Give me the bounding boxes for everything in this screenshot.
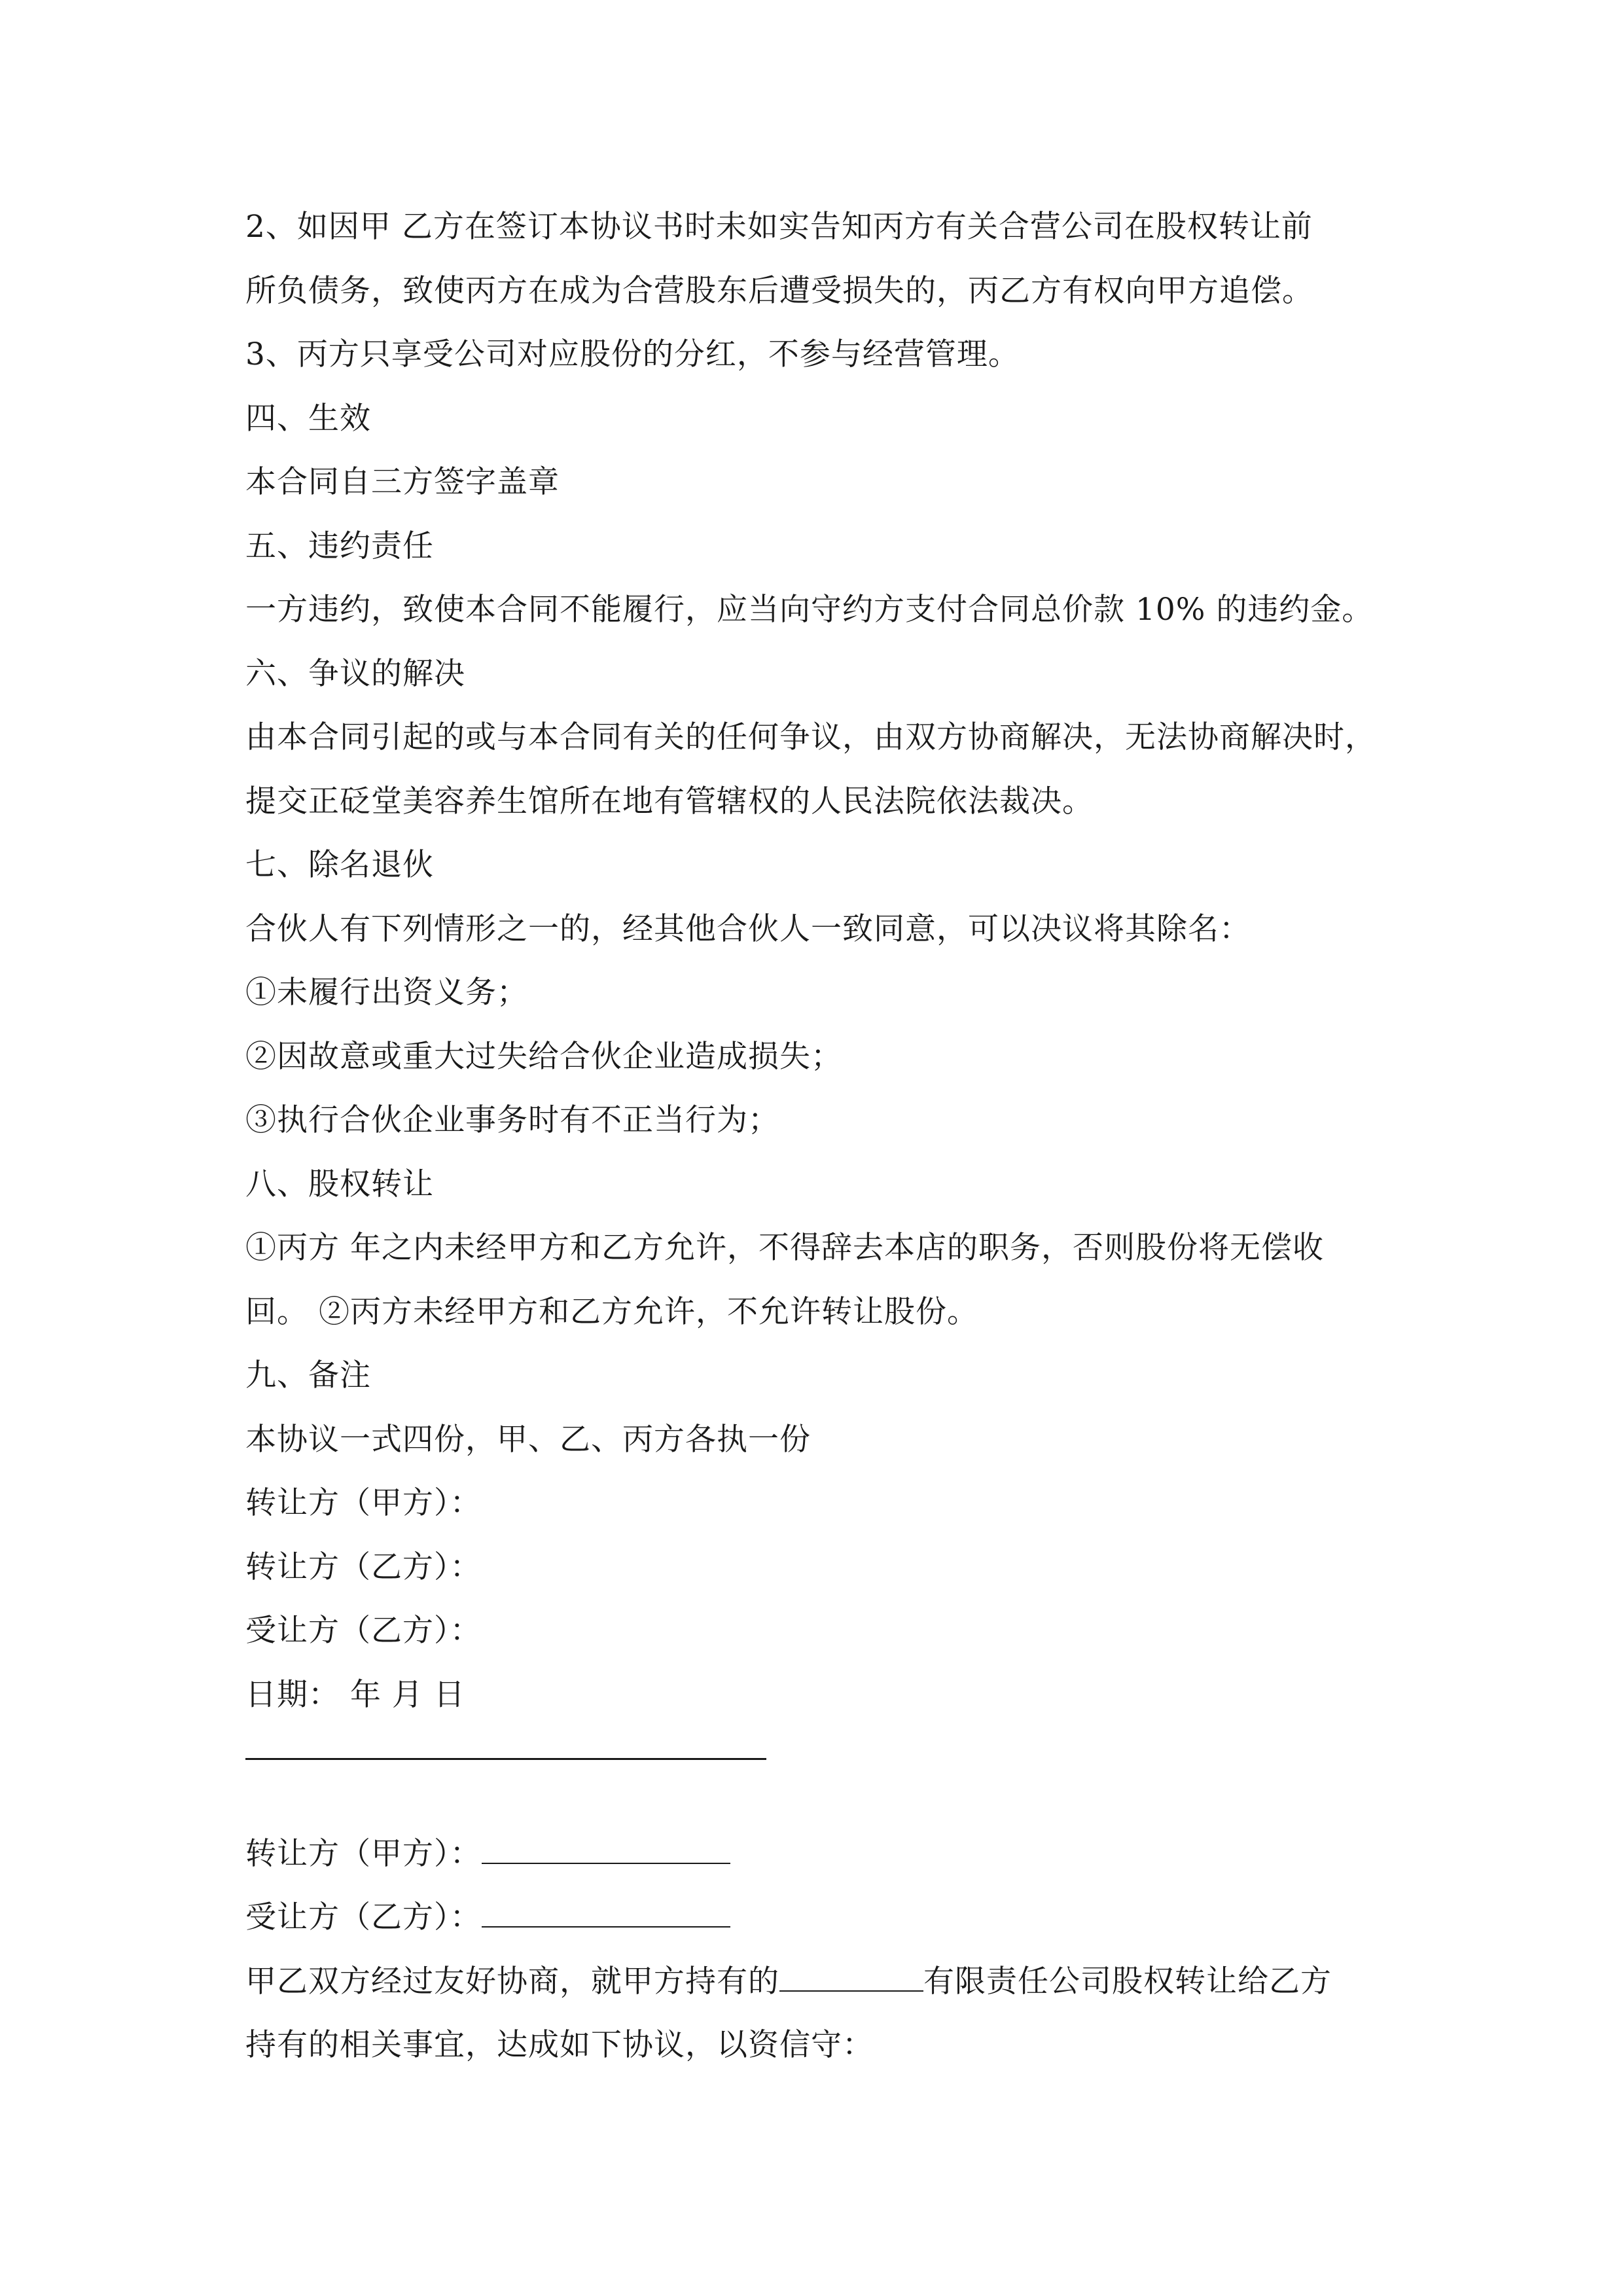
- section-heading-notes: 九、备注: [245, 1357, 371, 1393]
- section-heading-effect: 四、生效: [245, 400, 371, 437]
- signature-transferee: 受让方（乙方）：: [245, 1613, 482, 1649]
- second-transferor-label: 转让方（甲方）：: [245, 1835, 482, 1872]
- text-line-1: 2、如因甲 乙方在签订本协议书时未如实告知丙方有关合营公司在股权转让前: [245, 209, 1313, 245]
- intro-line-1: [245, 1950, 1410, 2014]
- separator-rule: [245, 1758, 766, 1760]
- text-line-3: 3、丙方只享受公司对应股份的分红，不参与经营管理。: [245, 336, 1020, 372]
- transferor-blank-field: [482, 1837, 730, 1864]
- text-line-17: ①丙方 年之内未经甲方和乙方允许，不得辞去本店的职务，否则股份将无偿收: [245, 1230, 1324, 1266]
- text-line-12: 合伙人有下列情形之一的，经其他合伙人一致同意，可以决议将其除名：: [245, 910, 1251, 947]
- section-heading-liability: 五、违约责任: [245, 528, 434, 564]
- list-item-3: ③执行合伙企业事务时有不正当行为；: [245, 1102, 779, 1138]
- section-heading-equity-transfer: 八、股权转让: [245, 1166, 434, 1202]
- list-item-1: ①未履行出资义务；: [245, 975, 528, 1011]
- document-page: [245, 195, 1410, 2077]
- second-transferee-label: 受让方（乙方）：: [245, 1899, 482, 1935]
- section-heading-dispute: 六、争议的解决: [245, 655, 465, 692]
- transferee-blank-field: [482, 1900, 730, 1928]
- intro-line-2: 持有的相关事宜，达成如下协议，以资信守：: [245, 2027, 874, 2063]
- text-line-10: 提交正砭堂美容养生馆所在地有管辖权的人民法院依法裁决。: [245, 783, 1094, 819]
- intro-text-b: 有限责任公司股权转让给乙方: [923, 1963, 1332, 2000]
- separator-row: [245, 1758, 1410, 1822]
- section-heading-removal: 七、除名退伙: [245, 847, 434, 883]
- text-line-9: 由本合同引起的或与本合同有关的任何争议，由双方协商解决，无法协商解决时，: [245, 719, 1376, 755]
- date-line: 日期： 年 月 日: [245, 1676, 465, 1713]
- text-line-5: 本合同自三方签字盖章: [245, 464, 560, 500]
- second-transferor-line: [245, 1822, 1410, 1886]
- second-transferee-line: [245, 1886, 1410, 1950]
- list-item-2: ②因故意或重大过失给合伙企业造成损失；: [245, 1038, 842, 1075]
- signature-transferor-b: 转让方（乙方）：: [245, 1549, 482, 1585]
- text-line-20: 本协议一式四份，甲、乙、丙方各执一份: [245, 1421, 811, 1458]
- text-line-18: 回。 ②丙方未经甲方和乙方允许，不允许转让股份。: [245, 1293, 978, 1330]
- intro-text-a: 甲乙双方经过友好协商，就甲方持有的: [245, 1963, 779, 2000]
- text-line-2: 所负债务，致使丙方在成为合营股东后遭受损失的，丙乙方有权向甲方追偿。: [245, 272, 1313, 309]
- signature-transferor-a: 转让方（甲方）：: [245, 1485, 482, 1521]
- company-blank-field: [779, 1964, 923, 1992]
- text-line-7: 一方违约，致使本合同不能履行，应当向守约方支付合同总价款 10% 的违约金。: [245, 592, 1374, 628]
